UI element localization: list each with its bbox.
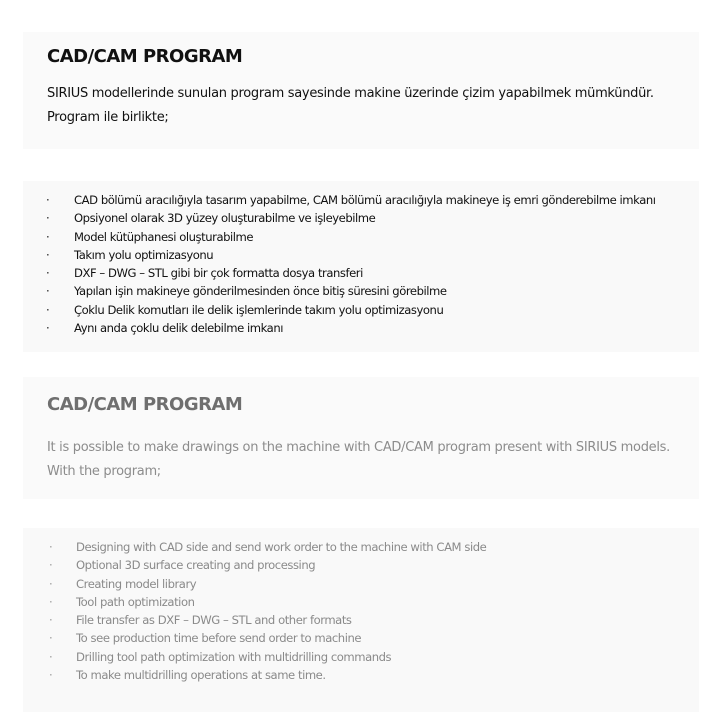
bullet-marker: · <box>49 613 53 628</box>
list-item <box>23 191 699 209</box>
list-item-text: Aynı anda çoklu delik delebilme imkanı <box>74 321 283 336</box>
list-item-text: File transfer as DXF – DWG – STL and other formats <box>76 613 352 628</box>
list-item-text: Çoklu Delik komutları ile delik işlemlerinde takım yolu optimizasyonu <box>74 302 444 317</box>
turkish-intro-text <box>47 82 679 130</box>
turkish-intro-panel <box>23 32 699 149</box>
bullet-marker: · <box>46 247 50 262</box>
english-intro-text <box>47 436 679 484</box>
list-item-text: To see production time before send order to machine <box>76 631 362 646</box>
bullet-marker: · <box>49 558 53 573</box>
list-item-text: Creating model library <box>76 576 197 591</box>
list-item <box>23 575 699 593</box>
bullet-marker: · <box>49 668 53 683</box>
list-item-text: Drilling tool path optimization with multidrilling commands <box>76 649 392 664</box>
list-item <box>23 593 699 611</box>
list-item <box>23 209 699 227</box>
list-item <box>23 301 699 319</box>
english-feature-list-panel <box>23 528 699 712</box>
bullet-marker: · <box>46 321 50 336</box>
list-item <box>23 538 699 556</box>
english-feature-list <box>23 528 699 684</box>
bullet-marker: · <box>46 266 50 281</box>
list-item-text: To make multidrilling operations at same time. <box>76 668 326 683</box>
bullet-marker: · <box>46 229 50 244</box>
list-item <box>23 228 699 246</box>
list-item <box>23 282 699 300</box>
bullet-marker: · <box>49 631 53 646</box>
list-item <box>23 556 699 574</box>
list-item-text: Tool path optimization <box>76 594 195 609</box>
turkish-title: CAD/CAM PROGRAM <box>47 46 243 67</box>
english-title: CAD/CAM PROGRAM <box>47 394 243 415</box>
list-item-text: Yapılan işin makineye gönderilmesinden önce bitiş süresini görebilme <box>74 284 447 299</box>
english-intro-panel <box>23 377 699 499</box>
bullet-marker: · <box>46 211 50 226</box>
list-item-text: Opsiyonel olarak 3D yüzey oluşturabilme ve işleyebilme <box>74 211 376 226</box>
list-item <box>23 648 699 666</box>
english-intro-line-1: It is possible to make drawings on the machine with CAD/CAM program present with SIRIUS models. <box>47 440 670 455</box>
list-item <box>23 611 699 629</box>
turkish-feature-list <box>23 181 699 337</box>
list-item-text: Optional 3D surface creating and processing <box>76 558 316 573</box>
bullet-marker: · <box>49 576 53 591</box>
list-item <box>23 629 699 647</box>
turkish-intro-line-1: SIRIUS modellerinde sunulan program sayesinde makine üzerinde çizim yapabilmek mümkündür. <box>47 86 654 101</box>
bullet-marker: · <box>46 193 50 207</box>
turkish-intro-line-2: Program ile birlikte; <box>47 110 169 125</box>
list-item-text: Model kütüphanesi oluşturabilme <box>74 229 254 244</box>
list-item <box>23 264 699 282</box>
turkish-feature-list-panel <box>23 181 699 352</box>
list-item-text: Takım yolu optimizasyonu <box>74 247 214 262</box>
list-item-text: DXF – DWG – STL gibi bir çok formatta dosya transferi <box>74 266 363 281</box>
list-item-text: Designing with CAD side and send work order to the machine with CAM side <box>76 540 487 554</box>
bullet-marker: · <box>49 649 53 664</box>
bullet-marker: · <box>49 540 53 554</box>
list-item <box>23 246 699 264</box>
english-intro-line-2: With the program; <box>47 464 161 479</box>
list-item-text: CAD bölümü aracılığıyla tasarım yapabilme, CAM bölümü aracılığıyla makineye iş emri gönderebilme imkanı <box>74 193 656 207</box>
bullet-marker: · <box>46 284 50 299</box>
bullet-marker: · <box>46 302 50 317</box>
bullet-marker: · <box>49 594 53 609</box>
list-item <box>23 666 699 684</box>
list-item <box>23 319 699 337</box>
